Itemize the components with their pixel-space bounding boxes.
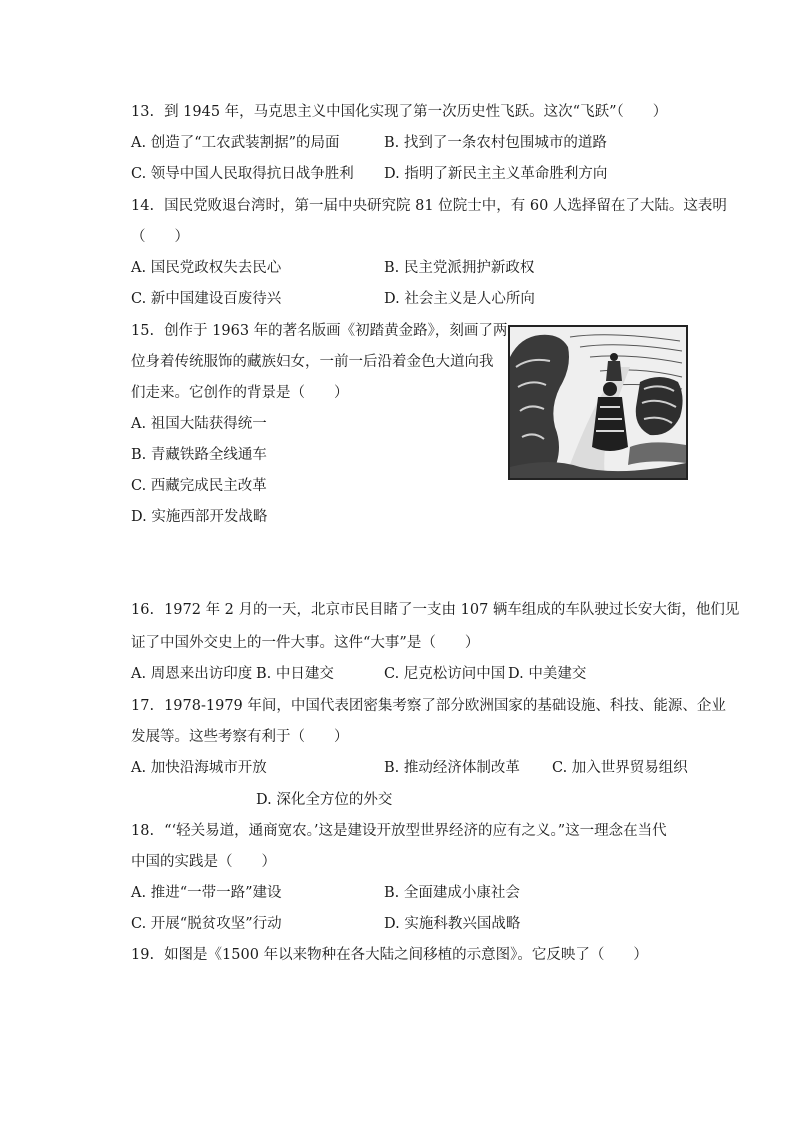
woodcut-print-icon xyxy=(508,325,688,480)
q19-number: 19. xyxy=(131,947,155,963)
q18-option-b[interactable]: B. 全面建成小康社会 xyxy=(384,885,520,901)
q18-option-c[interactable]: C. 开展“脱贫攻坚”行动 xyxy=(131,916,282,932)
q18-option-a[interactable]: A. 推进“一带一路”建设 xyxy=(131,885,282,901)
q17-option-c[interactable]: C. 加入世界贸易组织 xyxy=(552,760,688,776)
q14-option-c[interactable]: C. 新中国建设百废待兴 xyxy=(131,291,282,307)
q13-stem-text: 到 1945 年，马克思主义中国化实现了第一次历史性飞跃。这次“飞跃”（ ） xyxy=(164,104,668,120)
q14-option-d[interactable]: D. 社会主义是人心所向 xyxy=(384,291,535,307)
q15-stem-line-1 xyxy=(131,321,507,341)
q14-stem-line-1 xyxy=(131,196,727,216)
q14-option-a[interactable]: A. 国民党政权失去民心 xyxy=(131,260,282,276)
q14-stem-text: 国民党败退台湾时，第一届中央研究院 81 位院士中，有 60 人选择留在了大陆。这表明 xyxy=(164,198,727,214)
q18-number: 18. xyxy=(131,823,155,839)
q15-number: 15. xyxy=(131,323,155,339)
q17-stem-text: 1978-1979 年间，中国代表团密集考察了部分欧洲国家的基础设施、科技、能源、企业 xyxy=(164,698,726,714)
q17-number: 17. xyxy=(131,698,155,714)
q16-option-d[interactable]: D. 中美建交 xyxy=(508,666,587,682)
q18-option-d[interactable]: D. 实施科教兴国战略 xyxy=(384,916,521,932)
q14-stem-line-2: （ ） xyxy=(131,229,189,245)
q16-option-a[interactable]: A. 周恩来出访印度 xyxy=(131,666,253,682)
q16-option-c[interactable]: C. 尼克松访问中国 xyxy=(384,666,506,682)
q17-option-a[interactable]: A. 加快沿海城市开放 xyxy=(131,760,267,776)
q17-option-b[interactable]: B. 推动经济体制改革 xyxy=(384,760,520,776)
q13-stem-line-1 xyxy=(131,102,667,122)
q15-option-a[interactable]: A. 祖国大陆获得统一 xyxy=(131,416,267,432)
q13-number: 13. xyxy=(131,104,155,120)
q15-option-d[interactable]: D. 实施西部开发战略 xyxy=(131,509,268,525)
q17-stem-line-2: 发展等。这些考察有利于（ ） xyxy=(131,729,349,745)
q15-stem-line-3: 们走来。它创作的背景是（ ） xyxy=(131,385,349,401)
q13-option-c[interactable]: C. 领导中国人民取得抗日战争胜利 xyxy=(131,166,354,182)
q14-number: 14. xyxy=(131,198,155,214)
q16-stem-line-1 xyxy=(131,600,739,620)
q16-number: 16. xyxy=(131,602,155,618)
q15-stem-text: 创作于 1963 年的著名版画《初踏黄金路》，刻画了两 xyxy=(164,323,508,339)
q15-stem-line-2: 位身着传统服饰的藏族妇女，一前一后沿着金色大道向我 xyxy=(131,354,494,370)
q17-stem-line-1 xyxy=(131,696,726,716)
q14-option-b[interactable]: B. 民主党派拥护新政权 xyxy=(384,260,535,276)
q16-stem-text: 1972 年 2 月的一天，北京市民目睹了一支由 107 辆车组成的车队驶过长安大街，他们见 xyxy=(164,602,740,618)
q17-option-d[interactable]: D. 深化全方位的外交 xyxy=(256,792,393,808)
q13-option-a[interactable]: A. 创造了“工农武装割据”的局面 xyxy=(131,135,340,151)
woodcut-print-graphic xyxy=(510,327,686,478)
q19-stem-line-1 xyxy=(131,945,648,965)
q15-option-b[interactable]: B. 青藏铁路全线通车 xyxy=(131,447,267,463)
q16-option-b[interactable]: B. 中日建交 xyxy=(256,666,334,682)
q13-option-d[interactable]: D. 指明了新民主主义革命胜利方向 xyxy=(384,166,608,182)
q13-option-b[interactable]: B. 找到了一条农村包围城市的道路 xyxy=(384,135,607,151)
q18-stem-text: “‘轻关易道，通商宽农。’这是建设开放型世界经济的应有之义。”这一理念在当代 xyxy=(164,823,667,839)
q19-stem-text: 如图是《1500 年以来物种在各大陆之间移植的示意图》。它反映了（ ） xyxy=(164,947,648,963)
q18-stem-line-1 xyxy=(131,821,667,841)
q18-stem-line-2: 中国的实践是（ ） xyxy=(131,854,276,870)
q15-option-c[interactable]: C. 西藏完成民主改革 xyxy=(131,478,267,494)
q16-stem-line-2: 证了中国外交史上的一件大事。这件“大事”是（ ） xyxy=(131,635,480,651)
